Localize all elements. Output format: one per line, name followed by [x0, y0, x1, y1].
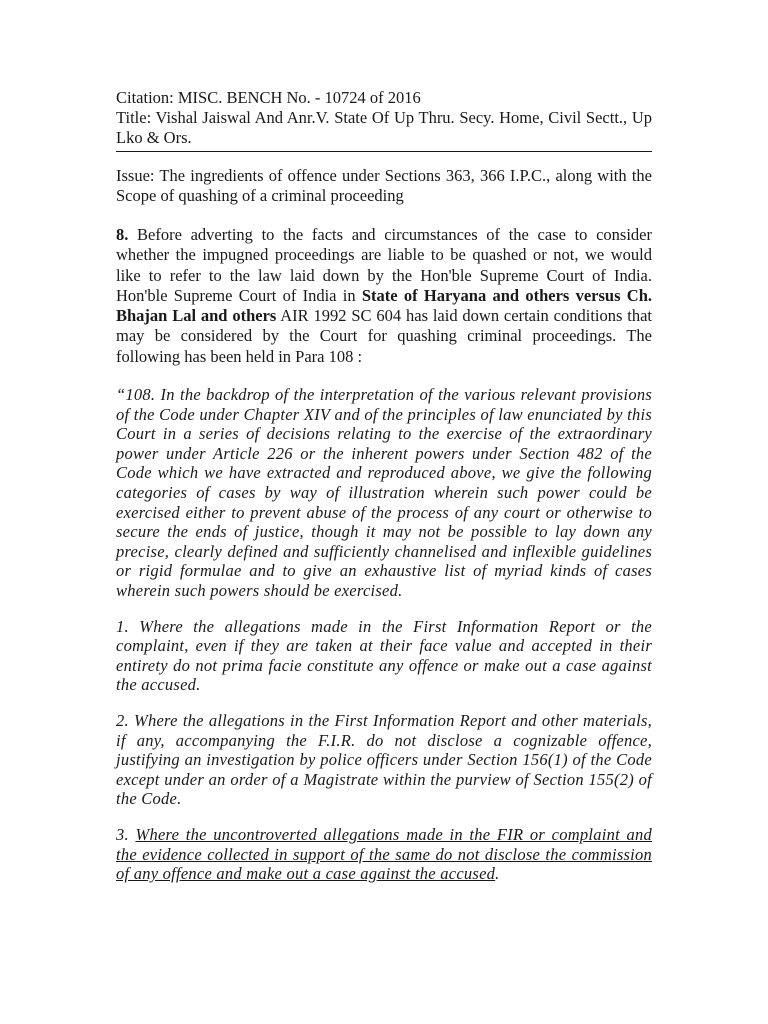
quote-item-3-number: 3. [116, 824, 136, 844]
citation-line: Citation: MISC. BENCH No. - 10724 of 2016 [116, 88, 421, 107]
paragraph-8-text-2: AIR 1992 SC 604 has laid down certain conditions that may be considered by the Court for quashing criminal proceedings. The following has been held in Para 108 : [116, 306, 652, 366]
quote-item-3 [116, 825, 652, 884]
issue-statement: Issue: The ingredients of offence under Sections 363, 366 I.P.C., along with the Scope of quashing of a criminal proceeding [116, 166, 652, 205]
paragraph-8-text-1: Before adverting to the facts and circumstances of the case to consider whether the impugned proceedings are liable to be quashed or not, we would like to refer to the law laid down by the Hon'ble Supreme Court of India. Hon'ble Supreme Court of India in [116, 225, 652, 305]
case-name: State of Haryana and others versus Ch. Bhajan Lal and others [116, 285, 652, 326]
quote-item-3-end: . [495, 864, 500, 884]
quote-item-2: 2. Where the allegations in the First Information Report and other materials, if any, accompanying the F.I.R. do not disclose a cognizable offence, justifying an investigation by police officers under Section 156(1) of the Code except under an order of a Magistrate within the purview of Section 155(2) of the Code. [116, 710, 652, 809]
quote-para-108: “108. In the backdrop of the interpretation of the various relevant provisions of the Code under Chapter XIV and of the principles of law enunciated by this Court in a series of decisions relating to the exercise of the extraordinary power under Article 226 or the inherent powers under Section 482 of the Code which we have extracted and reproduced above, we give the following categories of cases by way of illustration wherein such power could be exercised either to prevent abuse of the process of any court or otherwise to secure the ends of justice, though it may not be possible to lay down any precise, clearly defined and sufficiently channelised and inflexible guidelines or rigid formulae and to give an exhaustive list of myriad kinds of cases wherein such powers should be exercised. [116, 385, 652, 601]
paragraph-number: 8. [116, 225, 129, 244]
quote-item-3-underlined-text: Where the uncontroverted allegations made in the FIR or complaint and the evidence collected in support of the same do not disclose the commission of any offence and make out a case against the accused [116, 824, 652, 884]
document-page [116, 88, 652, 884]
quote-item-1: 1. Where the allegations made in the First Information Report or the complaint, even if they are taken at their face value and accepted in their entirety do not prima facie constitute any offence or make out a case against the accused. [116, 616, 652, 695]
header-divider [116, 151, 652, 152]
paragraph-8 [116, 225, 652, 367]
title-line: Title: Vishal Jaiswal And Anr.V. State Of Up Thru. Secy. Home, Civil Sectt., Up Lko & Ors. [116, 108, 652, 147]
